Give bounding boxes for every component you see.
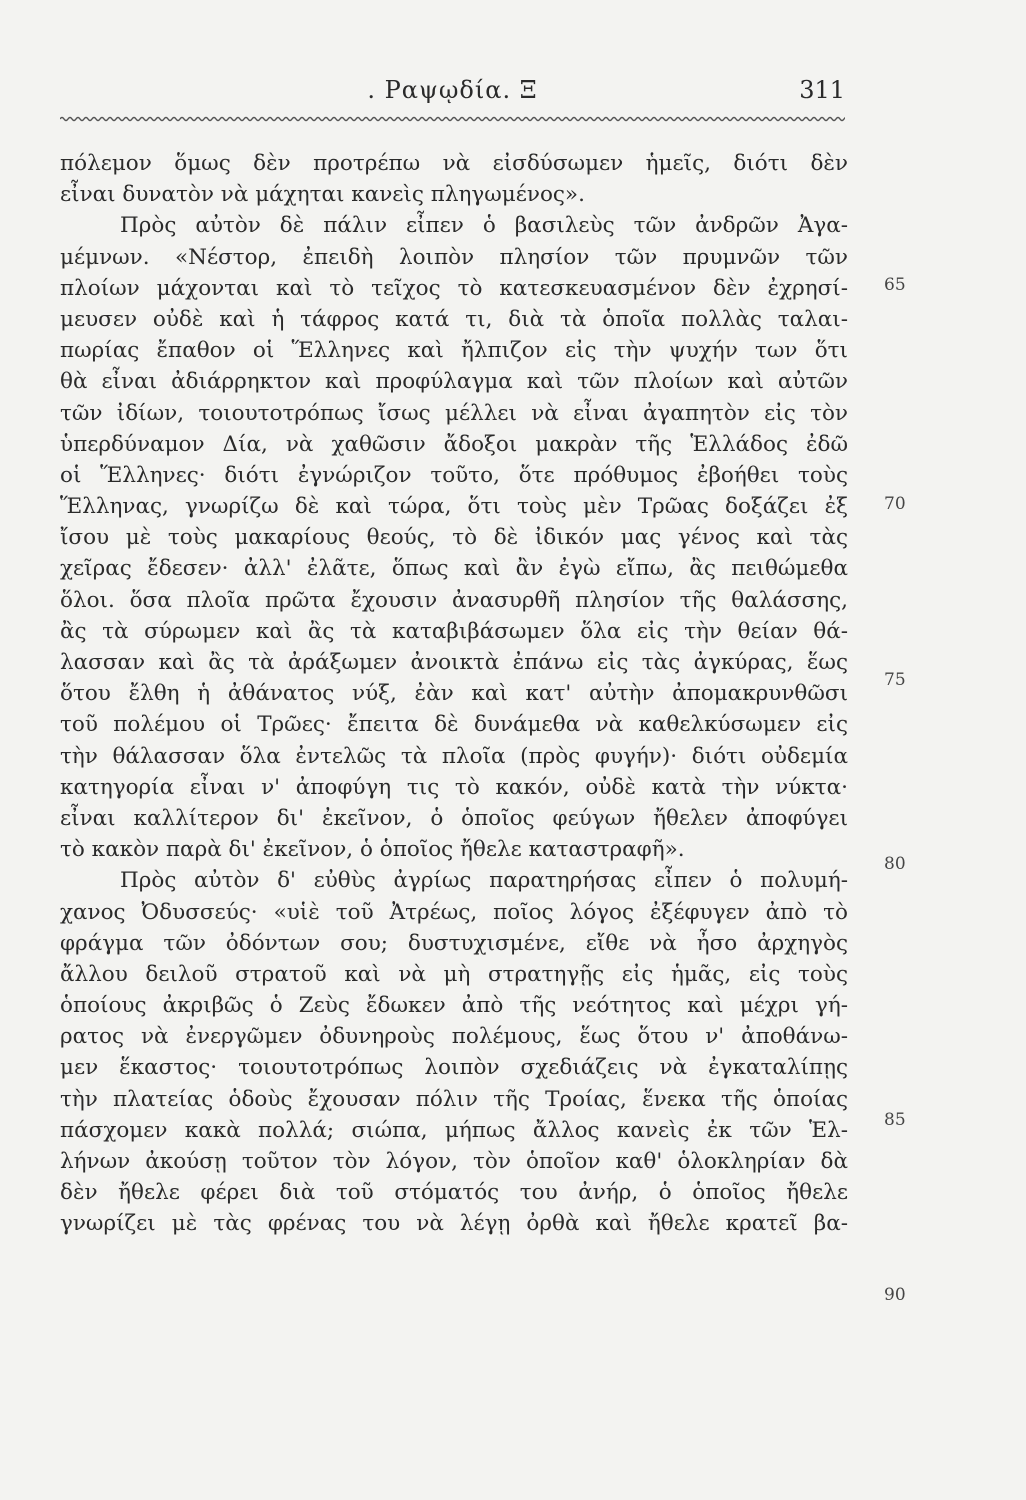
- text-line: φράγμα τῶν ὀδόντων σου; δυστυχισμένε, εἴθε νὰ ἦσο ἀρχηγὸς: [60, 930, 848, 956]
- body-text: [60, 148, 848, 1240]
- text-line: τὴν πλατείας ὁδοὺς ἔχουσαν πόλιν τῆς Τροίας, ἕνεκα τῆς ὁποίας: [60, 1086, 848, 1112]
- text-line: λασσαν καὶ ἂς τὰ ἀράξωμεν ἀνοικτὰ ἐπάνω εἰς τὰς ἀγκύρας, ἕως: [60, 650, 848, 675]
- text-line: θὰ εἶναι ἀδιάρρηκτον καὶ προφύλαγμα καὶ τῶν πλοίων καὶ αὐτῶν: [60, 369, 848, 395]
- text-line: ὁποίους ἀκριβῶς ὁ Ζεὺς ἔδωκεν ἀπὸ τῆς νεότητος καὶ μέχρι γή-: [60, 993, 848, 1019]
- text-line: τῶν ἰδίων, τοιουτοτρόπως ἴσως μέλλει νὰ εἶναι ἀγαπητὸν εἰς τὸν: [60, 400, 848, 426]
- line-number: 65: [884, 275, 906, 295]
- text-line: δὲν ἤθελε φέρει διὰ τοῦ στόματός του ἀνήρ, ὁ ὁποῖος ἤθελε: [60, 1180, 848, 1206]
- text-line: ὅτου ἔλθη ἡ ἀθάνατος νύξ, ἐὰν καὶ κατ' αὐτὴν ἀπομακρυνθῶσι: [60, 681, 848, 707]
- text-line: ἄλλου δειλοῦ στρατοῦ καὶ νὰ μὴ στρατηγῇς εἰς ἡμᾶς, εἰς τοὺς: [60, 961, 848, 987]
- text-line: οἱ Ἕλληνες· διότι ἐγνώριζον τοῦτο, ὅτε πρόθυμος ἐβοήθει τοὺς: [60, 462, 848, 488]
- line-number: 90: [884, 1285, 906, 1305]
- text-line: γνωρίζει μὲ τὰς φρένας του νὰ λέγῃ ὀρθὰ καὶ ἤθελε κρατεῖ βα-: [60, 1211, 848, 1237]
- text-line: ἂς τὰ σύρωμεν καὶ ἂς τὰ καταβιβάσωμεν ὅλα εἰς τὴν θείαν θά-: [60, 618, 848, 644]
- text-line: μευσεν οὐδὲ καὶ ἡ τάφρος κατά τι, διὰ τὰ ὁποῖα πολλὰς ταλαι-: [60, 306, 848, 332]
- text-line: πωρίας ἔπαθον οἱ Ἕλληνες καὶ ἤλπιζον εἰς τὴν ψυχήν των ὅτι: [60, 338, 848, 364]
- line-number: 85: [884, 1110, 906, 1130]
- line-number: 75: [884, 670, 906, 690]
- decorative-wavy-rule: [60, 115, 845, 123]
- text-line: λήνων ἀκούσῃ τοῦτον τὸν λόγον, τὸν ὁποῖον καθ' ὁλοκληρίαν δὰ: [60, 1149, 848, 1174]
- text-line: ὅλοι. ὅσα πλοῖα πρῶτα ἔχουσιν ἀνασυρθῆ πλησίον τῆς θαλάσσης,: [60, 587, 848, 613]
- text-line: Πρὸς αὐτὸν δὲ πάλιν εἶπεν ὁ βασιλεὺς τῶν ἀνδρῶν Ἀγα-: [120, 213, 848, 239]
- text-line: πόλεμον ὅμως δὲν προτρέπω νὰ εἰσδύσωμεν ἡμεῖς, διότι δὲν: [60, 151, 848, 176]
- text-line: μέμνων. «Νέστορ, ἐπειδὴ λοιπὸν πλησίον τῶν πρυμνῶν τῶν: [60, 244, 848, 270]
- text-line: ἴσου μὲ τοὺς μακαρίους θεούς, τὸ δὲ ἰδικόν μας γένος καὶ τὰς: [60, 525, 848, 551]
- line-number: 80: [884, 854, 906, 874]
- page-number: 311: [799, 76, 845, 104]
- running-title: . Ραψῳδία. Ξ: [367, 76, 538, 104]
- text-line: ὑπερδύναμον Δία, νὰ χαθῶσιν ἄδοξοι μακρὰν τῆς Ἑλλάδος ἐδῶ: [60, 431, 848, 457]
- text-line: πάσχομεν κακὰ πολλά; σιώπα, μήπως ἄλλος κανεὶς ἐκ τῶν Ἑλ-: [60, 1117, 848, 1143]
- text-line: κατηγορία εἶναι ν' ἀποφύγη τις τὸ κακόν, οὐδὲ κατὰ τὴν νύκτα·: [60, 774, 848, 800]
- text-line: πλοίων μάχονται καὶ τὸ τεῖχος τὸ κατεσκευασμένον δὲν ἐχρησί-: [60, 275, 848, 301]
- text-line: ρατος νὰ ἐνεργῶμεν ὀδυνηροὺς πολέμους, ἕως ὅτου ν' ἀποθάνω-: [60, 1024, 848, 1050]
- text-line: εἶναι δυνατὸν νὰ μάχηται κανεὶς πληγωμένος».: [60, 182, 585, 208]
- text-line: χανος Ὀδυσσεύς· «υἱὲ τοῦ Ἀτρέως, ποῖος λόγος ἐξέφυγεν ἀπὸ τὸ: [60, 899, 848, 925]
- text-line: χεῖρας ἔδεσεν· ἀλλ' ἐλᾶτε, ὅπως καὶ ἂν ἐγὼ εἴπω, ἂς πειθώμεθα: [60, 556, 848, 582]
- text-line: εἶναι καλλίτερον δι' ἐκεῖνον, ὁ ὁποῖος φεύγων ἤθελεν ἀποφύγει: [60, 805, 848, 831]
- text-line: Πρὸς αὐτὸν δ' εὐθὺς ἀγρίως παρατηρήσας εἶπεν ὁ πολυμή-: [120, 868, 848, 894]
- text-line: τὸ κακὸν παρὰ δι' ἐκεῖνον, ὁ ὁποῖος ἤθελε καταστραφῆ».: [60, 837, 685, 863]
- text-line: τὴν θάλασσαν ὅλα ἐντελῶς τὰ πλοῖα (πρὸς φυγήν)· διότι οὐδεμία: [60, 743, 848, 769]
- text-line: μεν ἕκαστος· τοιουτοτρόπως λοιπὸν σχεδιάζεις νὰ ἐγκαταλίπῃς: [60, 1055, 848, 1081]
- page-header: [60, 72, 845, 112]
- text-line: τοῦ πολέμου οἱ Τρῶες· ἔπειτα δὲ δυνάμεθα νὰ καθελκύσωμεν εἰς: [60, 712, 848, 738]
- text-line: Ἕλληνας, γνωρίζω δὲ καὶ τώρα, ὅτι τοὺς μὲν Τρῶας δοξάζει ἐξ: [60, 494, 848, 520]
- line-number: 70: [884, 494, 906, 514]
